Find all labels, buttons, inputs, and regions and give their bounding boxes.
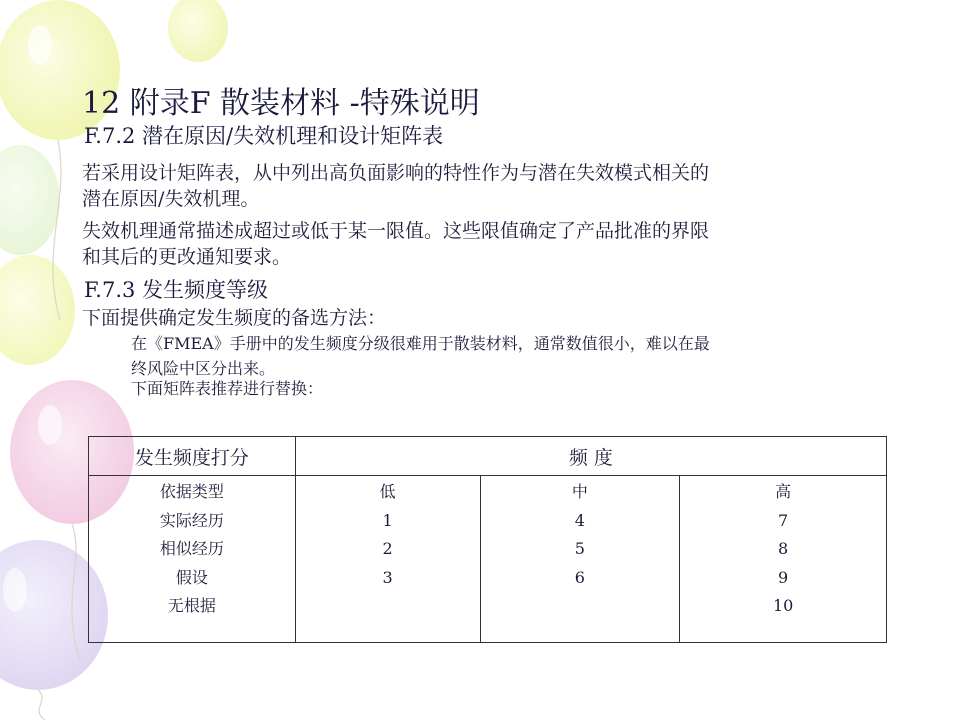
table-body-row xyxy=(89,476,887,643)
high-cell: 高 xyxy=(775,482,792,501)
low-column xyxy=(295,476,480,643)
row-label: 假设 xyxy=(175,567,208,587)
small-yellow-balloon xyxy=(168,0,228,62)
row-label-column xyxy=(89,476,296,643)
note-line-1: 在《FMEA》手册中的发生频度分级很难用于散装材料，通常数值很小，难以在最 xyxy=(131,334,710,353)
row-label: 实际经历 xyxy=(159,510,224,530)
high-column xyxy=(680,476,887,643)
mid-column xyxy=(480,476,680,643)
low-cell: 低 xyxy=(379,482,396,501)
paragraph-2-line-1: 失效机理通常描述成超过或低于某一限值。这些限值确定了产品批准的界限 xyxy=(82,220,710,242)
low-cell: 3 xyxy=(382,567,393,587)
table-header-row xyxy=(89,437,887,476)
note-line-2: 终风险中区分出来。 xyxy=(131,359,276,378)
row-label: 无根据 xyxy=(167,596,216,615)
low-cell: 2 xyxy=(382,539,393,558)
header-frequency: 频 度 xyxy=(295,437,886,476)
occurrence-rating-matrix xyxy=(88,436,887,643)
row-label: 相似经历 xyxy=(159,539,224,558)
note-line-3: 下面矩阵表推荐进行替换： xyxy=(131,379,324,398)
high-cell: 9 xyxy=(778,567,789,587)
page-title: 12 附录F 散装材料 -特殊说明 xyxy=(82,86,480,121)
yellow-balloon-mid xyxy=(0,255,75,365)
green-balloon xyxy=(0,145,60,255)
section-heading-f73: F.7.3 发生频度等级 xyxy=(84,278,269,302)
mid-cell: 5 xyxy=(574,539,585,558)
row-label: 依据类型 xyxy=(159,482,224,501)
mid-cell: 4 xyxy=(574,510,585,530)
high-cell: 8 xyxy=(778,539,789,558)
mid-cell: 中 xyxy=(571,482,588,501)
paragraph-2-line-2: 和其后的更改通知要求。 xyxy=(82,246,292,268)
header-occurrence-score: 发生频度打分 xyxy=(89,437,296,476)
paragraph-1-line-2: 潜在原因/失效机理。 xyxy=(82,188,260,210)
high-cell: 7 xyxy=(778,510,789,530)
mid-cell: 6 xyxy=(574,567,585,587)
paragraph-1-line-1: 若采用设计矩阵表，从中列出高负面影响的特性作为与潜在失效模式相关的 xyxy=(82,162,710,184)
section-heading-f72: F.7.2 潜在原因/失效机理和设计矩阵表 xyxy=(84,124,444,148)
low-cell: 1 xyxy=(382,510,393,530)
intro-line: 下面提供确定发生频度的备选方法： xyxy=(82,307,387,329)
high-cell: 10 xyxy=(772,596,794,615)
